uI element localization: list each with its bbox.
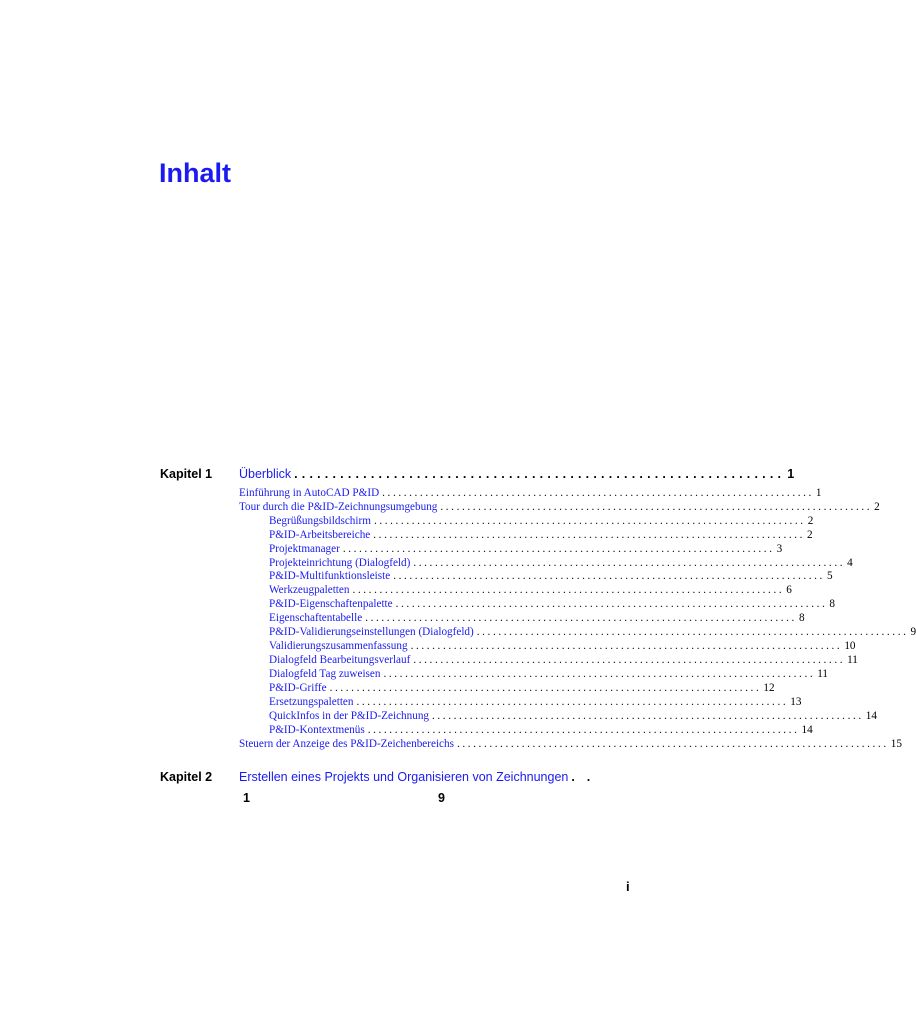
toc-chapter-1-title[interactable]: Überblick	[239, 467, 292, 481]
toc-entry-title[interactable]: Steuern der Anzeige des P&ID-Zeichenbereichs	[239, 738, 454, 750]
leader-dots: ................................................................................	[456, 738, 889, 750]
toc-page-number: 6	[786, 584, 792, 596]
leader-dots: ................................................................................	[413, 654, 846, 666]
toc-page-number: 5	[826, 570, 833, 582]
leader-dots: ................................................................	[294, 467, 786, 481]
toc-entry-title[interactable]: Ersetzungspaletten	[269, 696, 354, 708]
toc-entry-title[interactable]: P&ID-Eigenschaftenpalette	[269, 598, 393, 610]
leader-dots: ................................................................................	[356, 696, 789, 708]
toc-page-number: 1	[815, 487, 822, 499]
toc-entry[interactable]	[269, 515, 814, 529]
leader-dots: ................................................................................	[476, 626, 909, 638]
toc-entry[interactable]	[269, 570, 833, 584]
toc-page-number: 11	[817, 668, 829, 680]
leader-dots: ................................................................................	[329, 682, 762, 694]
toc-page-number: 9	[910, 626, 916, 638]
toc-entry-title[interactable]: Validierungszusammenfassung	[269, 640, 408, 652]
toc-entry[interactable]	[269, 529, 813, 543]
toc-entry[interactable]	[269, 626, 916, 640]
toc-entry[interactable]	[269, 682, 775, 696]
toc-entry-title[interactable]: Dialogfeld Tag zuweisen	[269, 668, 381, 680]
toc-page-number: 2	[807, 515, 814, 527]
toc-entry[interactable]	[269, 696, 802, 710]
toc-entry[interactable]	[269, 598, 835, 612]
toc-entry-title[interactable]: Tour durch die P&ID-Zeichnungsumgebung	[239, 501, 438, 513]
toc-page-number: 2	[807, 529, 813, 541]
leader-dots: ................................................................................	[393, 570, 825, 582]
toc-page-number: 1	[787, 467, 795, 481]
toc-entry-title[interactable]: Einführung in AutoCAD P&ID	[239, 487, 380, 499]
toc-page-number: 14	[801, 724, 813, 736]
leader-dots: ................................................................................	[383, 668, 816, 680]
page-title: Inhalt	[159, 158, 231, 188]
leader-dots: ................................................................................	[432, 710, 864, 722]
toc-entry-title[interactable]: P&ID-Griffe	[269, 682, 327, 694]
toc-page-number-fragment: 9	[438, 791, 445, 805]
toc-entry-title[interactable]: Projekteinrichtung (Dialogfeld)	[269, 557, 411, 569]
chapter-2-label: Kapitel 2	[160, 770, 213, 784]
leader-dots: ................................................................................	[373, 515, 806, 527]
leader-dots: ................................................................................	[382, 487, 814, 499]
toc-entry[interactable]	[239, 501, 880, 515]
toc-entry-title[interactable]: Begrüßungsbildschirm	[269, 515, 371, 527]
toc-chapter-1[interactable]	[239, 466, 795, 482]
toc-entry-title[interactable]: P&ID-Validierungseinstellungen (Dialogfeld)	[269, 626, 474, 638]
toc-entry[interactable]	[269, 557, 853, 571]
toc-chapter-2-title[interactable]: Erstellen eines Projekts und Organisieren von Zeichnungen	[239, 770, 569, 784]
toc-entry[interactable]	[269, 668, 829, 682]
leader-dots: ................................................................................	[440, 501, 873, 513]
toc-entry[interactable]	[269, 584, 792, 598]
toc-page-number: 14	[865, 710, 877, 722]
leader-dots: ................................................................................	[365, 612, 797, 624]
toc-chapter-2[interactable]	[239, 769, 619, 785]
toc-entry[interactable]	[269, 640, 856, 654]
toc-page-number: 3	[776, 543, 783, 555]
toc-page-number: 8	[829, 598, 835, 610]
toc-page-number: 4	[847, 557, 853, 569]
toc-entry[interactable]	[239, 487, 822, 501]
page-number: i	[626, 879, 630, 894]
toc-page-number: 15	[890, 738, 902, 750]
leader-dots: ................................................................................	[352, 584, 785, 596]
toc-page-number: 2	[874, 501, 880, 513]
toc-page-number: 11	[847, 654, 858, 666]
toc-entry[interactable]	[239, 738, 902, 752]
leader-dots: . .	[571, 770, 595, 784]
toc-entry[interactable]	[269, 724, 813, 738]
leader-dots: ................................................................................	[373, 529, 806, 541]
leader-dots: ................................................................................	[413, 557, 846, 569]
toc-entry[interactable]	[269, 710, 877, 724]
leader-dots: ................................................................................	[367, 724, 800, 736]
leader-dots: ................................................................................	[395, 598, 828, 610]
toc-entry-title[interactable]: Dialogfeld Bearbeitungsverlauf	[269, 654, 411, 666]
leader-dots: ................................................................................	[342, 543, 775, 555]
toc-entry-title[interactable]: Projektmanager	[269, 543, 340, 555]
toc-page-number: 8	[798, 612, 805, 624]
chapter-1-label: Kapitel 1	[160, 467, 213, 481]
toc-entry[interactable]	[269, 654, 858, 668]
toc-entry[interactable]	[269, 543, 783, 557]
toc-entry-title[interactable]: QuickInfos in der P&ID-Zeichnung	[269, 710, 430, 722]
leader-dots: ................................................................................	[410, 640, 843, 652]
toc-entry-title[interactable]: Eigenschaftentabelle	[269, 612, 363, 624]
toc-entry-title[interactable]: P&ID-Arbeitsbereiche	[269, 529, 371, 541]
toc-page-number: 10	[844, 640, 856, 652]
toc-page-number: 13	[790, 696, 802, 708]
toc-entry[interactable]	[269, 612, 805, 626]
toc-entry-title[interactable]: Werkzeugpaletten	[269, 584, 350, 596]
toc-entry-title[interactable]: P&ID-Kontextmenüs	[269, 724, 365, 736]
toc-page-number-fragment: 1	[243, 791, 250, 805]
toc-entry-title[interactable]: P&ID-Multifunktionsleiste	[269, 570, 391, 582]
toc-page-number: 12	[763, 682, 775, 694]
